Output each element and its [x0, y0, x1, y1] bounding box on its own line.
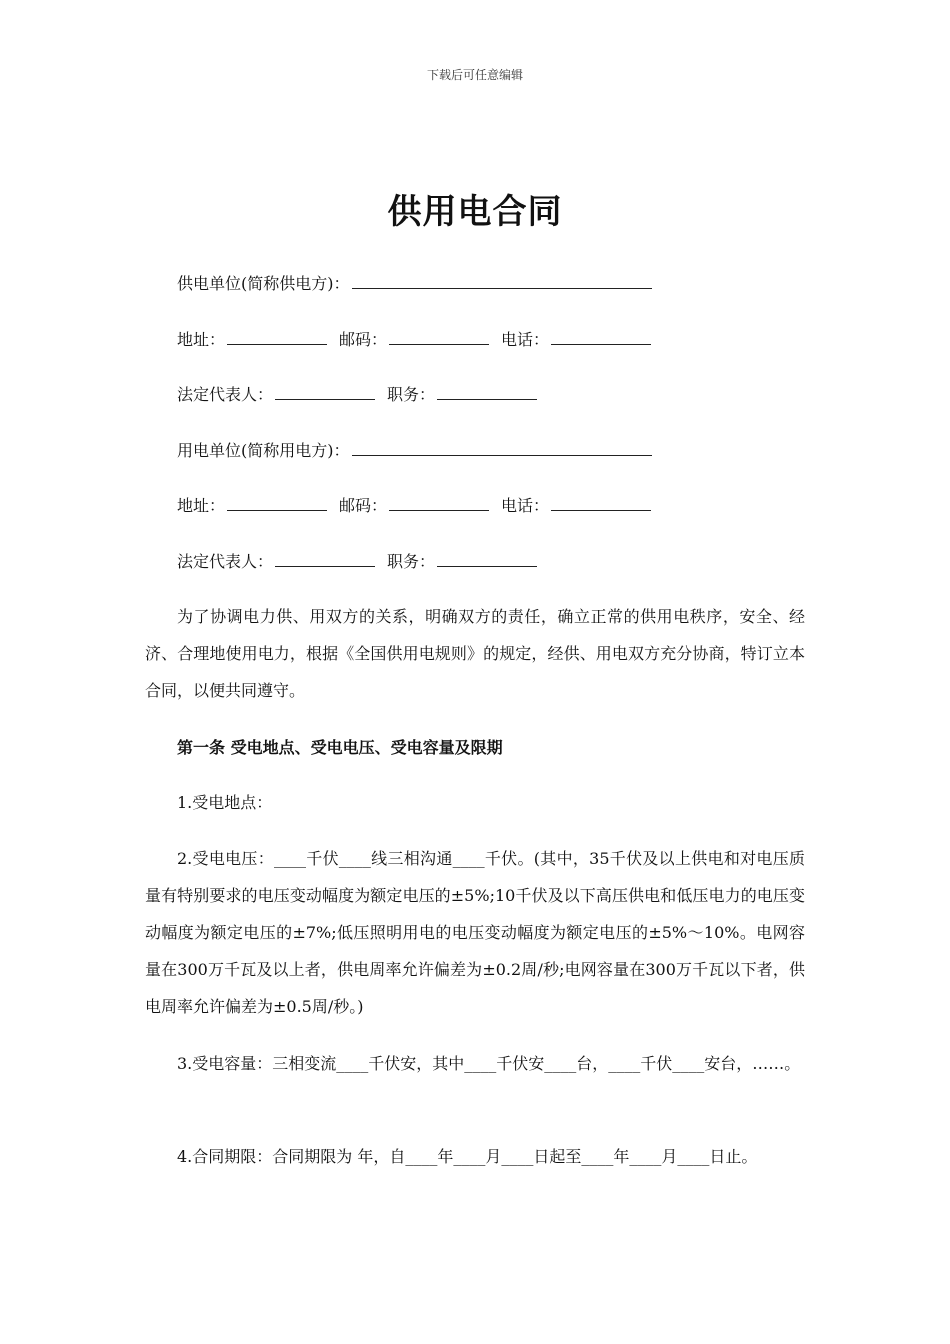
supplier-unit-row — [177, 273, 656, 295]
consumer-position-label: 职务： — [387, 552, 436, 571]
supplier-rep-label: 法定代表人： — [177, 385, 274, 404]
consumer-unit-field[interactable] — [352, 441, 652, 456]
supplier-address-label: 地址： — [177, 330, 226, 349]
supplier-phone-label: 电话： — [501, 330, 550, 349]
supplier-unit-field[interactable] — [352, 274, 652, 289]
supplier-rep-row — [177, 384, 541, 406]
supplier-position-label: 职务： — [387, 385, 436, 404]
consumer-position-field[interactable] — [437, 552, 537, 567]
intro-paragraph: 为了协调电力供、用双方的关系，明确双方的责任，确立正常的供用电秩序，安全、经济、合理地使用电力，根据《全国供用电规则》的规定，经供、用电双方充分协商，特订立本合同，以便共同遵守。 — [145, 607, 805, 700]
consumer-rep-label: 法定代表人： — [177, 552, 274, 571]
consumer-rep-row — [177, 551, 541, 573]
supplier-phone-field[interactable] — [551, 330, 651, 345]
consumer-unit-row — [177, 440, 656, 462]
consumer-unit-label: 用电单位(简称用电方)： — [177, 441, 350, 460]
supplier-postcode-field[interactable] — [389, 330, 489, 345]
consumer-postcode-field[interactable] — [389, 496, 489, 511]
article-1-item-1: 1.受电地点： — [177, 793, 273, 812]
consumer-address-field[interactable] — [227, 496, 327, 511]
supplier-contact-row — [177, 329, 655, 351]
article-1-heading: 第一条 受电地点、受电电压、受电容量及限期 — [177, 738, 503, 757]
consumer-contact-row — [177, 495, 655, 517]
supplier-unit-label: 供电单位(简称供电方)： — [177, 274, 350, 293]
document-title: 供用电合同 — [387, 192, 563, 232]
consumer-rep-field[interactable] — [275, 552, 375, 567]
supplier-position-field[interactable] — [437, 385, 537, 400]
supplier-address-field[interactable] — [227, 330, 327, 345]
supplier-postcode-label: 邮码： — [339, 330, 388, 349]
article-1-item-2: 2.受电电压：____千伏____线三相沟通____千伏。(其中，35千伏及以上供电和对电压质量有特别要求的电压变动幅度为额定电压的±5%;10千伏及以下高压供电和低压电力的电压变动幅度为额定电压的±7%;低压照明用电的电压变动幅度为额定电压的±5%～10%。电网容量在300万千瓦及以上者，供电周率允许偏差为±0.2周/秒;电网容量在300万千瓦以下者，供电周率允许偏差为±0.5周/秒。) — [145, 849, 805, 1016]
supplier-rep-field[interactable] — [275, 385, 375, 400]
article-1-item-4: 4.合同期限：合同期限为 年，自____年____月____日起至____年____月____日止。 — [177, 1147, 758, 1166]
consumer-phone-label: 电话： — [501, 496, 550, 515]
consumer-address-label: 地址： — [177, 496, 226, 515]
consumer-postcode-label: 邮码： — [339, 496, 388, 515]
consumer-phone-field[interactable] — [551, 496, 651, 511]
article-1-item-3: 3.受电容量：三相变流____千伏安，其中____千伏安____台，____千伏____安台，……。 — [177, 1054, 801, 1073]
page-header-note: 下载后可任意编辑 — [426, 68, 523, 82]
